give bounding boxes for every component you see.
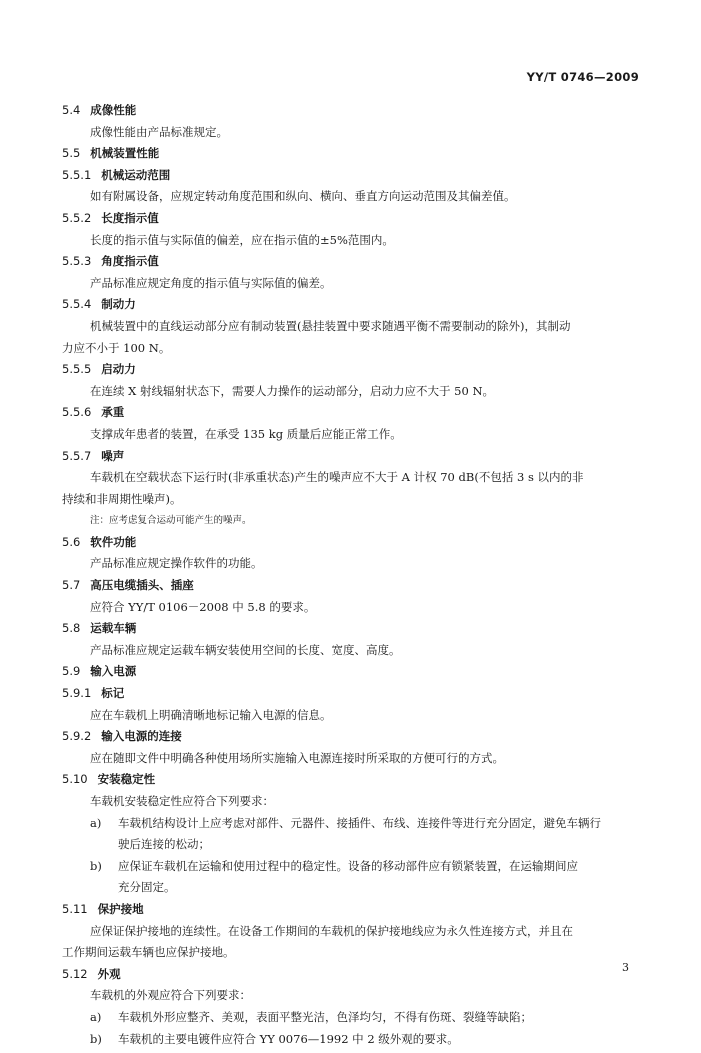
section-title: 输入电源 bbox=[90, 664, 137, 679]
paragraph-continuation: 持续和非周期性噪声)。 bbox=[62, 491, 182, 506]
section-number: 5.8 bbox=[62, 621, 81, 636]
section-title: 启动力 bbox=[101, 362, 136, 377]
section-title: 机械装置性能 bbox=[90, 146, 160, 161]
section-title: 高压电缆插头、插座 bbox=[90, 578, 194, 593]
section-number: 5.5.6 bbox=[62, 405, 92, 420]
paragraph-continuation: 工作期间运载车辆也应保护接地。 bbox=[62, 945, 235, 960]
section-title: 机械运动范围 bbox=[101, 167, 171, 182]
section-heading bbox=[62, 902, 640, 917]
section-number: 5.10 bbox=[62, 772, 88, 787]
list-item-label: b) bbox=[90, 1031, 102, 1046]
list-item-label: a) bbox=[90, 815, 102, 830]
section-heading bbox=[62, 103, 640, 118]
paragraph-line: 如有附属设备，应规定转动角度范围和纵向、横向、垂直方向运动范围及其偏差值。 bbox=[90, 189, 516, 204]
section-number: 5.5.1 bbox=[62, 167, 92, 182]
paragraph-line: 应在随即文件中明确各种使用场所实施输入电源连接时所采取的方便可行的方式。 bbox=[90, 750, 504, 765]
list-item-continuation: 充分固定。 bbox=[118, 880, 176, 895]
section-title: 制动力 bbox=[101, 297, 136, 312]
section-number: 5.5.7 bbox=[62, 448, 92, 463]
section-heading bbox=[62, 535, 640, 550]
section-title: 运载车辆 bbox=[90, 621, 137, 636]
section-title: 成像性能 bbox=[90, 103, 137, 117]
list-item bbox=[62, 816, 640, 831]
section-heading bbox=[62, 297, 640, 312]
standard-number: YY/T 0746—2009 bbox=[526, 70, 639, 84]
section-number: 5.7 bbox=[62, 578, 81, 593]
paragraph-line: 在连续 X 射线辐射状态下，需要人力操作的运动部分，启动力应不大于 50 N。 bbox=[90, 383, 495, 398]
list-item-text: 应保证车载机在运输和使用过程中的稳定性。设备的移动部件应有锁紧装置，在运输期间应 bbox=[118, 858, 578, 873]
paragraph-line: 产品标准应规定运载车辆安装使用空间的长度、宽度、高度。 bbox=[90, 642, 401, 657]
paragraph-line: 产品标准应规定角度的指示值与实际值的偏差。 bbox=[90, 275, 332, 290]
section-heading bbox=[62, 686, 640, 701]
list-item-text: 车载机的主要电镀件应符合 YY 0076—1992 中 2 级外观的要求。 bbox=[118, 1031, 459, 1046]
section-number: 5.5.4 bbox=[62, 297, 92, 312]
paragraph-line: 应在车载机上明确清晰地标记输入电源的信息。 bbox=[90, 707, 332, 722]
section-heading bbox=[62, 729, 640, 744]
section-title: 保护接地 bbox=[97, 901, 144, 916]
section-heading bbox=[62, 449, 640, 464]
section-heading bbox=[62, 405, 640, 420]
paragraph-line: 长度的指示值与实际值的偏差，应在指示值的±5%范围内。 bbox=[90, 232, 394, 247]
paragraph-continuation: 力应不小于 100 N。 bbox=[62, 340, 171, 355]
section-heading bbox=[62, 772, 640, 787]
section-number: 5.5.3 bbox=[62, 254, 92, 269]
paragraph-line: 车载机在空载状态下运行时(非承重状态)产生的噪声应不大于 A 计权 70 dB(不包括 3 s 以内的非 bbox=[90, 470, 584, 485]
section-number: 5.6 bbox=[62, 534, 81, 549]
paragraph-line: 产品标准应规定操作软件的功能。 bbox=[90, 556, 263, 571]
section-number: 5.4 bbox=[62, 103, 81, 117]
section-heading bbox=[62, 621, 640, 636]
section-title: 标记 bbox=[101, 686, 125, 701]
paragraph-line: 应符合 YY/T 0106－2008 中 5.8 的要求。 bbox=[90, 599, 316, 614]
list-item-text: 车载机结构设计上应考虑对部件、元器件、接插件、布线、连接件等进行充分固定，避免车辆行 bbox=[118, 815, 601, 830]
list-item-label: b) bbox=[90, 858, 102, 873]
list-item-text: 车载机外形应整齐、美观，表面平整光洁，色泽均匀，不得有伤斑、裂缝等缺陷； bbox=[118, 1009, 532, 1024]
list-item-continuation: 驶后连接的松动； bbox=[118, 837, 210, 852]
list-item bbox=[62, 859, 640, 874]
section-heading bbox=[62, 146, 640, 161]
section-heading bbox=[62, 168, 640, 183]
section-heading bbox=[62, 967, 640, 982]
note-text: 注：应考虑复合运动可能产生的噪声。 bbox=[90, 515, 252, 527]
section-number: 5.9.1 bbox=[62, 686, 92, 701]
list-item-label: a) bbox=[90, 1009, 102, 1024]
list-item bbox=[62, 1032, 640, 1047]
section-number: 5.9 bbox=[62, 664, 81, 679]
paragraph-line: 成像性能由产品标准规定。 bbox=[90, 124, 228, 139]
section-heading bbox=[62, 362, 640, 377]
section-heading bbox=[62, 211, 640, 226]
section-heading bbox=[62, 664, 640, 679]
document-body bbox=[62, 103, 640, 1053]
section-title: 承重 bbox=[101, 405, 125, 420]
section-number: 5.12 bbox=[62, 966, 88, 981]
section-title: 输入电源的连接 bbox=[101, 729, 182, 744]
paragraph-line: 支撑成年患者的装置，在承受 135 kg 质量后应能正常工作。 bbox=[90, 426, 402, 441]
section-title: 角度指示值 bbox=[101, 254, 159, 269]
section-number: 5.5 bbox=[62, 146, 81, 161]
section-heading bbox=[62, 578, 640, 593]
paragraph-line: 机械装置中的直线运动部分应有制动装置(悬挂装置中要求随遇平衡不需要制动的除外)，其制动 bbox=[90, 318, 571, 333]
paragraph-line: 车载机的外观应符合下列要求： bbox=[90, 988, 251, 1003]
section-title: 外观 bbox=[97, 966, 121, 981]
section-heading bbox=[62, 254, 640, 269]
section-number: 5.5.2 bbox=[62, 210, 92, 225]
section-number: 5.11 bbox=[62, 901, 88, 916]
section-number: 5.9.2 bbox=[62, 729, 92, 744]
section-title: 安装稳定性 bbox=[97, 772, 156, 787]
section-title: 软件功能 bbox=[90, 534, 137, 549]
section-title: 噪声 bbox=[101, 448, 125, 463]
section-title: 长度指示值 bbox=[101, 210, 159, 225]
paragraph-line: 应保证保护接地的连续性。在设备工作期间的车载机的保护接地线应为永久性连接方式，并且在 bbox=[90, 923, 573, 938]
paragraph-line: 车载机安装稳定性应符合下列要求： bbox=[90, 794, 274, 808]
list-item bbox=[62, 1010, 640, 1025]
section-number: 5.5.5 bbox=[62, 362, 92, 377]
page-number: 3 bbox=[622, 961, 629, 974]
